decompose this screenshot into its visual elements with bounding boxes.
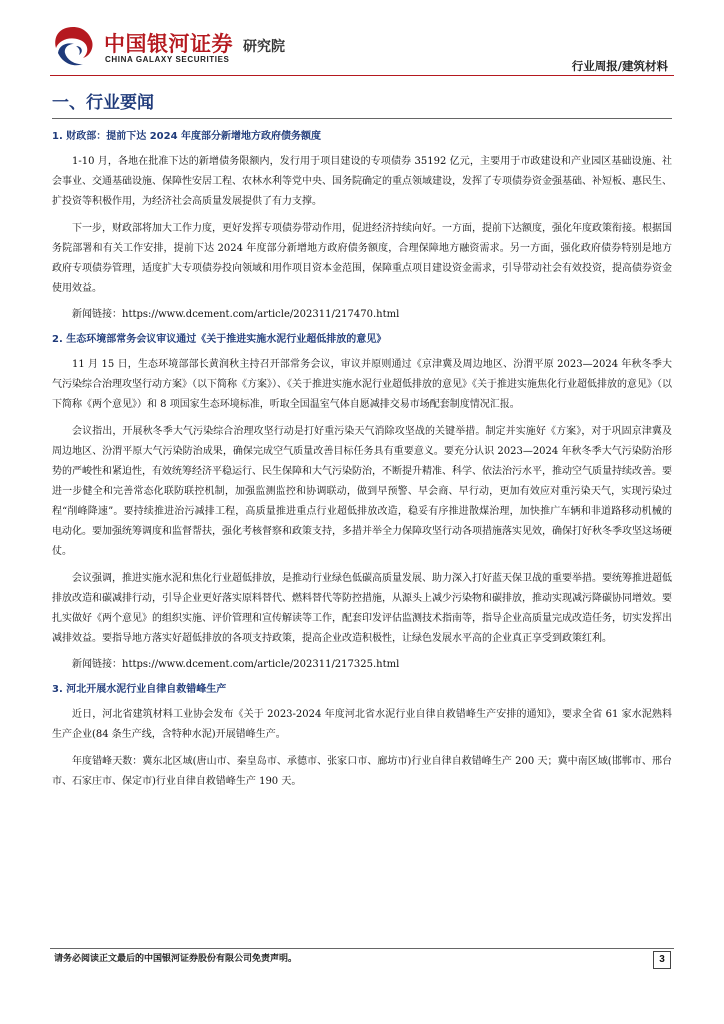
brand-name-en: CHINA GALAXY SECURITIES bbox=[105, 55, 230, 64]
news-title: 3. 河北开展水泥行业自律自救错峰生产 bbox=[52, 684, 227, 695]
news-paragraph: 11 月 15 日，生态环境部部长黄润秋主持召开部常务会议，审议并原则通过《京津冀及周边地区、汾渭平原 2023—2024 年秋冬季大气污染综合治理攻坚行动方案》（以下简称《方案》）、《关于推进实施水泥行业超低排放的意见》《关于推进实施焦化行业超低排放的意见》（以下简称《两个意见》）和 8 项国家生态环境标准，听取全国温室气体自愿减排交易市场配套制度情况汇报。 bbox=[52, 359, 672, 410]
news-item bbox=[52, 129, 672, 324]
news-paragraph: 会议指出，开展秋冬季大气污染综合治理攻坚行动是打好重污染天气消除攻坚战的关键举措。制定并实施好《方案》，对于巩固京津冀及周边地区、汾渭平原大气污染防治成果，确保完成空气质量改善目标任务具有重要意义。要充分认识 2023—2024 年秋冬季大气污染防治形势的严峻性和紧迫性，有效统筹经济平稳运行、民生保障和大气污染防治，不断提升精准、科学、依法治污水平，推动空气质量持续改善。要进一步健全和完善常态化联防联控机制，加强监测监控和协调联动，做到早预警、早会商、早行动，更加有效应对重污染天气，实现污染过程“削峰降速”。要持续推进治污减排工程，高质量推进重点行业超低排放改造，稳妥有序推进散煤治理，加快推广车辆和非道路移动机械的电动化。要加强统筹调度和监督帮扶，强化考核督察和政策支持，多措并举全力保障攻坚行动各项措施落实见效，确保打好秋冬季攻坚这场硬仗。 bbox=[52, 426, 672, 557]
page-number: 3 bbox=[653, 951, 671, 969]
report-type-label: 行业周报/建筑材料 bbox=[571, 59, 668, 73]
header-divider bbox=[50, 75, 674, 76]
section-divider bbox=[52, 118, 672, 119]
news-item bbox=[52, 332, 672, 674]
brand-name-cn: 中国银河证券 bbox=[104, 32, 233, 56]
news-item bbox=[52, 682, 672, 792]
news-link-line bbox=[52, 306, 672, 324]
news-paragraph: 年度错峰天数：冀东北区域(唐山市、秦皇岛市、承德市、张家口市、廊坊市)行业自律自救错峰生产 200 天；冀中南区域(邯郸市、邢台市、石家庄市、保定市)行业自律自救错峰生产 190 天。 bbox=[52, 756, 672, 787]
section-title: 一、行业要闻 bbox=[52, 93, 154, 113]
footer-disclaimer: 请务必阅读正文最后的中国银河证券股份有限公司免责声明。 bbox=[54, 954, 298, 964]
main-content bbox=[52, 84, 672, 799]
news-paragraph: 会议强调，推进实施水泥和焦化行业超低排放，是推动行业绿色低碳高质量发展、助力深入打好蓝天保卫战的重要举措。要统筹推进超低排放改造和碳减排行动，引导企业更好落实原料替代、燃料替代等防控措施，从源头上减少污染物和碳排放，推动实现减污降碳协同增效。要扎实做好《两个意见》的组织实施、评价管理和宣传解读等工作，配套印发评估监测技术指南等，指导企业高质量完成改造任务，切实发挥出减排效益。要指导地方落实好超低排放的各项支持政策，提高企业改造积极性，让绿色发展水平高的企业真正享受到政策红利。 bbox=[52, 573, 672, 644]
news-paragraph: 下一步，财政部将加大工作力度，更好发挥专项债券带动作用，促进经济持续向好。一方面，提前下达额度，强化年度政策衔接。根据国务院部署和有关工作安排，提前下达 2024 年度部分新增地方政府债务额度，合理保障地方融资需求。另一方面，强化政府债券特别是地方政府专项债券管理，适度扩大专项债券投向领域和用作项目资本金范围，保障重点项目建设资金需求，引导带动社会有效投资，提高债券资金使用效益。 bbox=[52, 223, 672, 294]
news-link[interactable]: https://www.dcement.com/article/202311/217325.html bbox=[122, 659, 400, 670]
galaxy-logo-icon bbox=[50, 24, 96, 70]
footer-divider bbox=[50, 948, 674, 949]
news-link-label: 新闻链接： bbox=[72, 309, 122, 320]
institute-label: 研究院 bbox=[243, 39, 285, 55]
news-paragraph: 近日，河北省建筑材料工业协会发布《关于 2023-2024 年度河北省水泥行业自律自救错峰生产安排的通知》，要求全省 61 家水泥熟料生产企业(84 条生产线，含特种水泥)开展错峰生产。 bbox=[52, 709, 672, 740]
news-link-line bbox=[52, 656, 672, 674]
news-paragraph: 1-10 月，各地在批准下达的新增债务限额内，发行用于项目建设的专项债券 35192 亿元，主要用于市政建设和产业园区基础设施、社会事业、交通基础设施、保障性安居工程、农林水利等党中央、国务院确定的重点领域建设，发挥了专项债券资金强基础、补短板、惠民生、扩投资等积极作用，为经济社会高质量发展提供了有力支撑。 bbox=[52, 156, 672, 207]
news-link[interactable]: https://www.dcement.com/article/202311/217470.html bbox=[122, 309, 400, 320]
page-header bbox=[0, 0, 724, 80]
news-title: 2. 生态环境部常务会议审议通过《关于推进实施水泥行业超低排放的意见》 bbox=[52, 334, 387, 345]
news-title: 1. 财政部：提前下达 2024 年度部分新增地方政府债务额度 bbox=[52, 131, 322, 142]
news-link-label: 新闻链接： bbox=[72, 659, 122, 670]
